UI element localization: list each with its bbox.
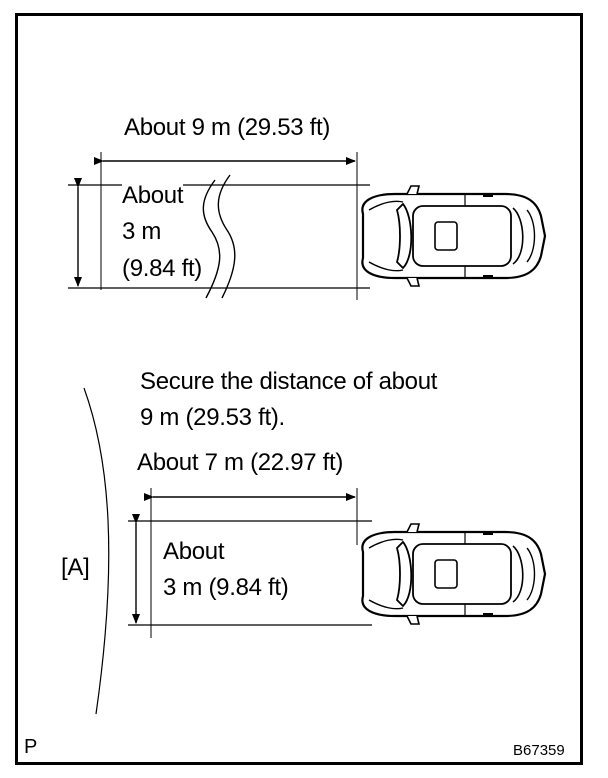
bottom-width-label-line1: About bbox=[163, 538, 225, 565]
break-line-icon bbox=[203, 180, 219, 298]
top-width-label-line3: (9.84 ft) bbox=[122, 251, 202, 287]
top-length-label: About 9 m (29.53 ft) bbox=[124, 114, 331, 141]
figure-code: B67359 bbox=[513, 742, 565, 759]
top-width-label-line1: About bbox=[122, 178, 183, 214]
bottom-length-label: About 7 m (22.97 ft) bbox=[137, 449, 344, 476]
instruction-line1: Secure the distance of about bbox=[140, 368, 438, 395]
wall-label: [A] bbox=[61, 554, 90, 581]
car-icon bbox=[362, 524, 545, 624]
car-icon bbox=[362, 186, 545, 286]
bottom-layout bbox=[84, 388, 545, 714]
top-width-label-line2: 3 m bbox=[122, 218, 162, 245]
instruction-line2: 9 m (29.53 ft). bbox=[140, 404, 285, 431]
corner-mark: P bbox=[24, 736, 38, 758]
break-line-icon bbox=[218, 175, 234, 298]
bottom-width-label-line2: 3 m (9.84 ft) bbox=[163, 574, 289, 601]
